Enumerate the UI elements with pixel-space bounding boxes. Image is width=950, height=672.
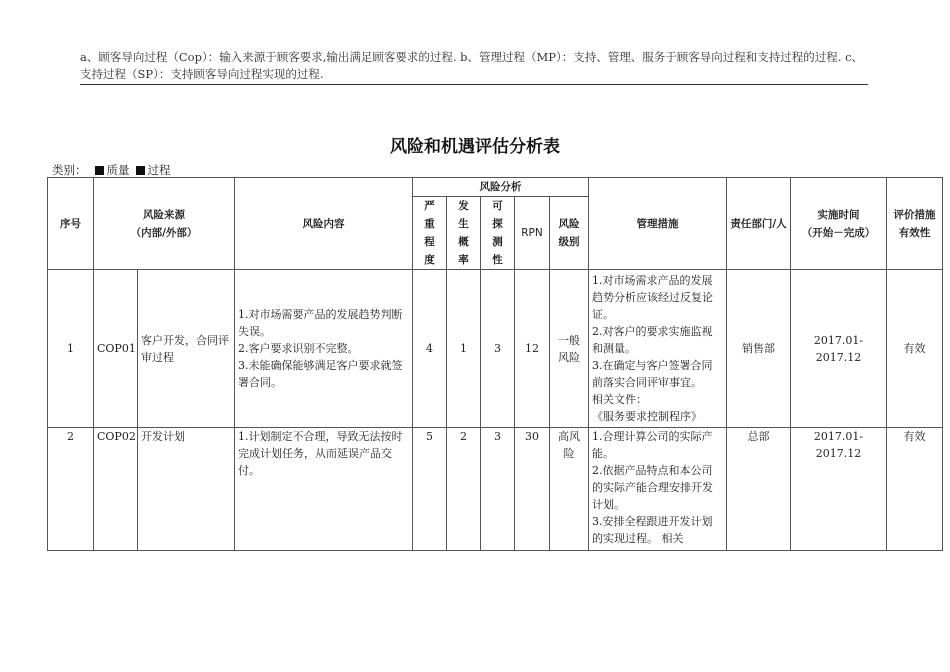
cell-detection: 3 — [481, 270, 515, 428]
cell-rpn: 30 — [515, 428, 550, 551]
table-row — [48, 270, 943, 428]
cell-seq: 1 — [48, 270, 94, 428]
cell-dept: 销售部 — [727, 270, 791, 428]
header-measures: 管理措施 — [589, 178, 727, 270]
category-label: 类别： — [52, 163, 87, 177]
table-row — [48, 428, 943, 551]
cell-time: 2017.01-2017.12 — [791, 270, 887, 428]
cell-severity: 5 — [413, 428, 447, 551]
process-definition-note: a、顾客导向过程（Cop）：输入来源于顾客要求,输出满足顾客要求的过程. b、管理过程（MP）：支持、管理、服务于顾客导向过程和支持过程的过程. c、支持过程（SP）：支持顾客导向过程实现的过程. — [80, 49, 868, 85]
header-detection: 可探测性 — [481, 197, 515, 270]
category-line — [52, 162, 171, 178]
cell-code: COP01 — [94, 270, 138, 428]
cell-content: 1.对市场需要产品的发展趋势判断失误。 2.客户要求识别不完整。 3.未能确保能够满足客户要求就签署合同。 — [235, 270, 413, 428]
category-option-process: 过程 — [147, 163, 171, 177]
risk-assessment-table — [47, 177, 943, 551]
header-seq: 序号 — [48, 178, 94, 270]
cell-measures: 1.对市场需求产品的发展趋势分析应该经过反复论证。 2.对客户的要求实施监视和测量。 3.在确定与客户签署合同前落实合同评审事宜。 相关文件： 《服务要求控制程序》 — [589, 270, 727, 428]
header-content: 风险内容 — [235, 178, 413, 270]
cell-level: 一般风险 — [550, 270, 589, 428]
header-dept: 责任部门/人 — [727, 178, 791, 270]
cell-code: COP02 — [94, 428, 138, 551]
cell-source: 开发计划 — [138, 428, 235, 551]
header-source: 风险来源 （内部/外部） — [94, 178, 235, 270]
cell-eval: 有效 — [887, 270, 943, 428]
cell-occurrence: 1 — [447, 270, 481, 428]
cell-content: 1.计划制定不合理，导致无法按时完成计划任务，从而延误产品交付。 — [235, 428, 413, 551]
header-level: 风险级别 — [550, 197, 589, 270]
checkbox-filled-icon — [95, 166, 104, 175]
category-option-quality: 质量 — [106, 163, 130, 177]
cell-level: 高风险 — [550, 428, 589, 551]
checkbox-filled-icon — [136, 166, 145, 175]
cell-eval: 有效 — [887, 428, 943, 551]
cell-occurrence: 2 — [447, 428, 481, 551]
cell-detection: 3 — [481, 428, 515, 551]
cell-seq: 2 — [48, 428, 94, 551]
cell-source: 客户开发，合同评审过程 — [138, 270, 235, 428]
header-time: 实施时间 （开始－完成） — [791, 178, 887, 270]
cell-severity: 4 — [413, 270, 447, 428]
cell-rpn: 12 — [515, 270, 550, 428]
cell-time: 2017.01-2017.12 — [791, 428, 887, 551]
cell-dept: 总部 — [727, 428, 791, 551]
header-severity: 严重程度 — [413, 197, 447, 270]
header-occurrence: 发生概率 — [447, 197, 481, 270]
page-title: 风险和机遇评估分析表 — [390, 137, 560, 157]
header-rpn: RPN — [515, 197, 550, 270]
header-eval: 评价措施有效性 — [887, 178, 943, 270]
cell-measures: 1.合理计算公司的实际产能。 2.依据产品特点和本公司的实际产能合理安排开发计划。 3.安排全程跟进开发计划的实现过程。 相关 — [589, 428, 727, 551]
header-analysis: 风险分析 — [413, 178, 589, 197]
